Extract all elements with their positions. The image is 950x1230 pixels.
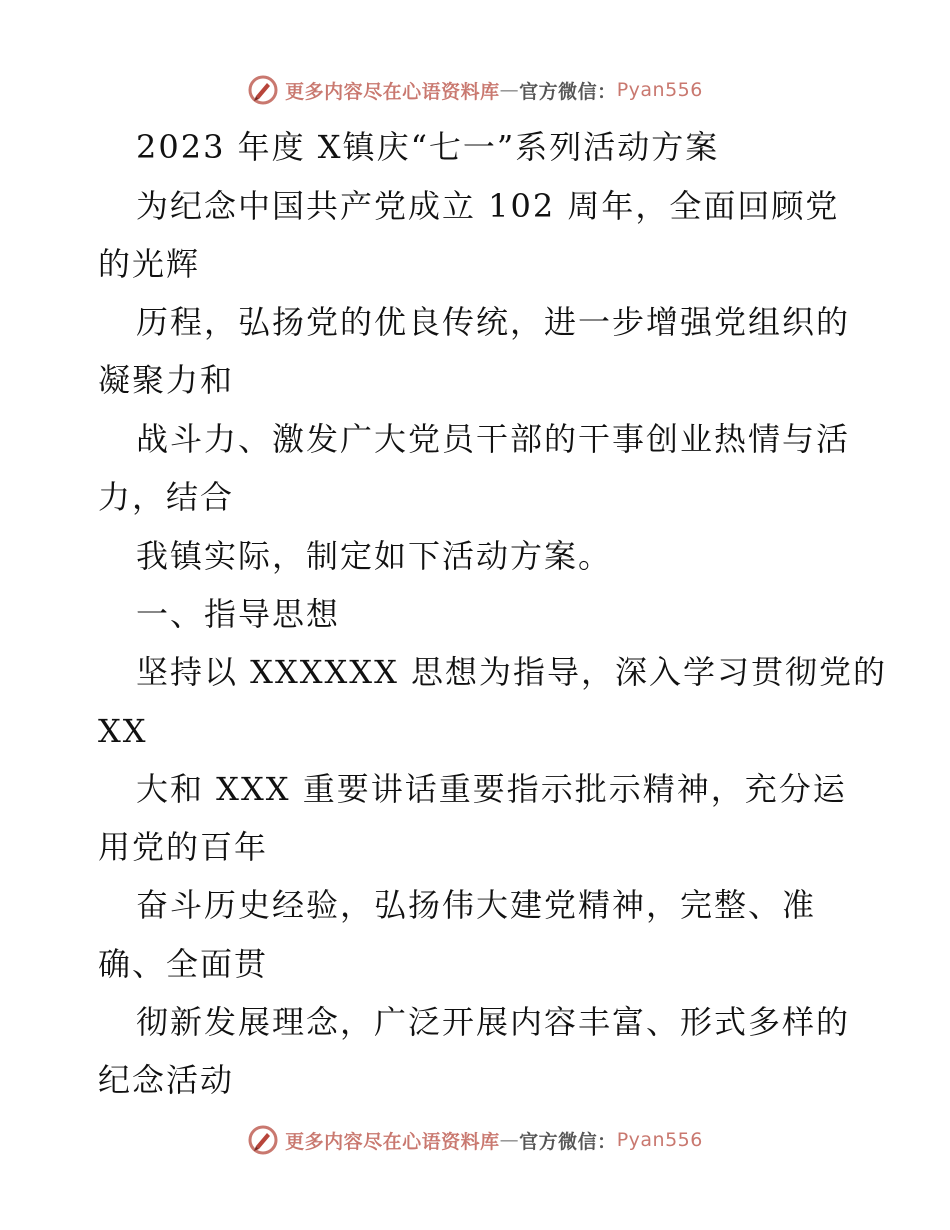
watermark-dash: —	[499, 79, 520, 101]
paragraph-line: 纪念活动	[98, 1061, 235, 1099]
footer-watermark	[0, 1120, 950, 1160]
paragraph-line: 力，结合	[98, 478, 235, 516]
paragraph-line: 确、全面贯	[98, 945, 269, 983]
watermark-main-text: 更多内容尽在心语资料库	[285, 1130, 500, 1153]
paragraph-line: 为纪念中国共产党成立 102 周年，全面回顾党	[136, 187, 840, 225]
header-watermark	[0, 70, 950, 110]
paragraph-line: 彻新发展理念，广泛开展内容丰富、形式多样的	[136, 1003, 851, 1041]
watermark-main-text: 更多内容尽在心语资料库	[285, 80, 500, 103]
paragraph-line: XX	[98, 712, 148, 750]
paragraph-line: 奋斗历史经验，弘扬伟大建党精神，完整、准	[136, 886, 817, 924]
paragraph-line: 用党的百年	[98, 828, 269, 866]
watermark-dash: —	[499, 1129, 520, 1151]
watermark-id: Pyan556	[616, 79, 703, 101]
watermark-id: Pyan556	[616, 1129, 703, 1151]
document-title: 2023 年度 X镇庆“七一”系列活动方案	[136, 128, 720, 166]
pen-circle-logo-icon	[247, 1124, 279, 1156]
section-heading: 一、指导思想	[136, 595, 341, 633]
paragraph-line: 的光辉	[98, 245, 201, 283]
paragraph-line: 战斗力、激发广大党员干部的干事创业热情与活	[136, 420, 851, 458]
paragraph-line: 大和 XXX 重要讲话重要指示批示精神，充分运	[136, 770, 847, 808]
paragraph-line: 我镇实际，制定如下活动方案。	[136, 537, 613, 575]
watermark-label: 官方微信：	[519, 80, 617, 103]
watermark-label: 官方微信：	[519, 1130, 617, 1153]
paragraph-line: 坚持以 XXXXXX 思想为指导，深入学习贯彻党的	[136, 653, 888, 691]
paragraph-line: 历程，弘扬党的优良传统，进一步增强党组织的	[136, 303, 851, 341]
paragraph-line: 凝聚力和	[98, 361, 235, 399]
pen-circle-logo-icon	[247, 74, 279, 106]
